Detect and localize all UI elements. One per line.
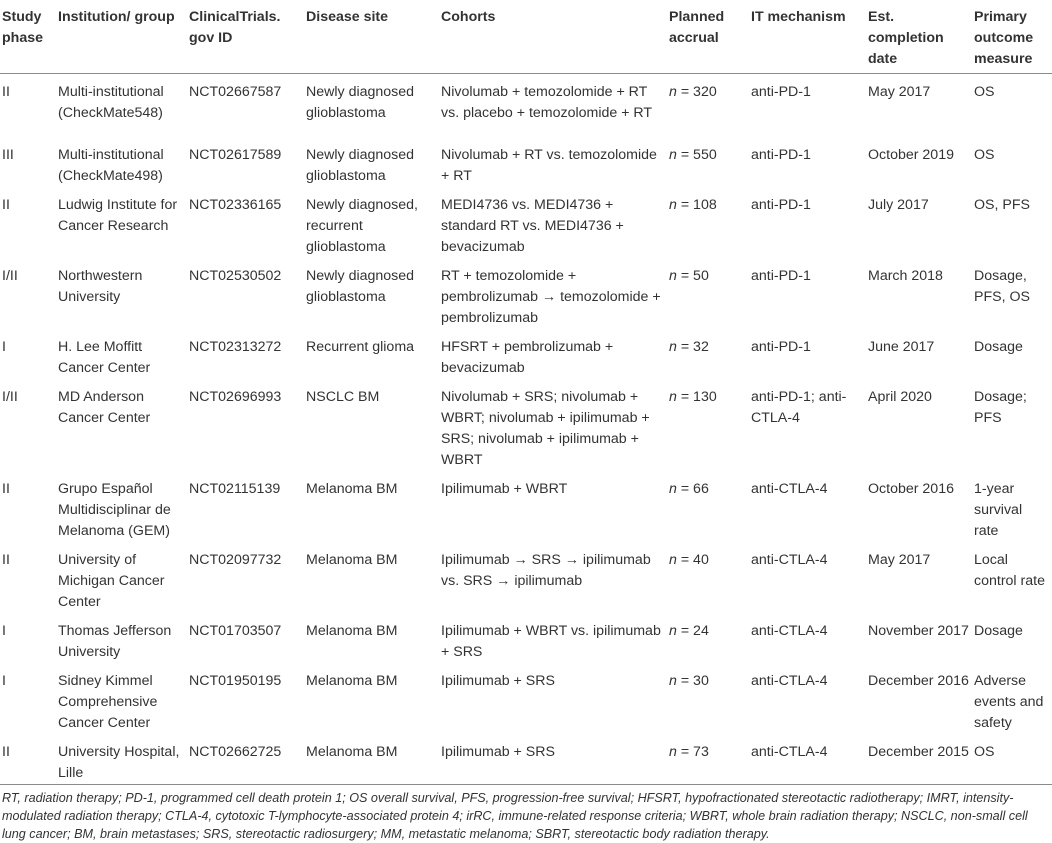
cell-disease-site: Melanoma BM	[306, 480, 398, 497]
cell-planned-accrual	[669, 663, 751, 734]
cell-it-mechanism: anti-PD-1	[751, 338, 811, 355]
cell-completion-date: October 2019	[868, 146, 954, 163]
table-row	[0, 258, 1052, 329]
cell-completion-date: March 2018	[868, 267, 943, 284]
cell-institution: Sidney Kimmel Comprehensive Cancer Center	[58, 672, 158, 731]
cell-institution: H. Lee Moffitt Cancer Center	[58, 338, 151, 376]
cell-planned-accrual	[669, 74, 751, 137]
accrual-value: = 50	[676, 267, 709, 284]
cell-it-mechanism: anti-CTLA-4	[751, 480, 828, 497]
cell-institution: MD Anderson Cancer Center	[58, 388, 151, 426]
header-study-phase: Study phase	[2, 9, 44, 46]
header-cohorts: Cohorts	[441, 9, 496, 25]
accrual-value: = 32	[676, 338, 709, 355]
cell-disease-site: Newly diagnosed glioblastoma	[306, 267, 415, 305]
cell-it-mechanism: anti-CTLA-4	[751, 622, 828, 639]
cell-study-phase: II	[2, 551, 10, 568]
cell-it-mechanism: anti-CTLA-4	[751, 551, 828, 568]
cell-disease-site: NSCLC BM	[306, 388, 380, 405]
cell-disease-site: Melanoma BM	[306, 551, 398, 568]
accrual-n-label: n	[669, 672, 677, 689]
cell-completion-date: May 2017	[868, 551, 931, 568]
cell-cohorts: Nivolumab + SRS; nivolumab + WBRT; nivolumab + ipilimumab + SRS; nivolumab + ipilimumab + WBRT	[441, 388, 650, 468]
cell-disease-site: Melanoma BM	[306, 622, 398, 639]
table-row	[0, 734, 1052, 785]
cell-disease-site: Newly diagnosed, recurrent glioblastoma	[306, 196, 418, 255]
cell-disease-site: Melanoma BM	[306, 743, 398, 760]
cell-cohorts: Ipilimumab + WBRT vs. ipilimumab + SRS	[441, 622, 661, 660]
cell-institution: University Hospital, Lille	[58, 743, 180, 781]
cell-planned-accrual	[669, 542, 751, 613]
cell-trial-id: NCT01703507	[189, 622, 282, 639]
header-primary-outcome: Primary outcome measure	[974, 9, 1034, 67]
cell-it-mechanism: anti-PD-1	[751, 84, 811, 100]
cell-planned-accrual	[669, 613, 751, 663]
cell-completion-date: November 2017	[868, 622, 969, 639]
cell-planned-accrual	[669, 329, 751, 379]
cell-primary-outcome: OS	[974, 84, 995, 100]
cell-cohorts: Ipilimumab + WBRT	[441, 480, 568, 497]
cell-trial-id: NCT02662725	[189, 743, 282, 760]
cell-completion-date: October 2016	[868, 480, 954, 497]
accrual-n-label: n	[669, 551, 677, 568]
cell-study-phase: I	[2, 622, 6, 639]
accrual-value: = 73	[676, 743, 709, 760]
cell-institution: Northwestern University	[58, 267, 143, 305]
cell-trial-id: NCT02530502	[189, 267, 282, 284]
table-row	[0, 74, 1052, 137]
accrual-value: = 66	[676, 480, 709, 497]
cell-it-mechanism: anti-PD-1	[751, 146, 811, 163]
cell-planned-accrual	[669, 137, 751, 187]
cell-trial-id: NCT01950195	[189, 672, 282, 689]
cell-cohorts: Nivolumab + temozolomide + RT vs. placebo + temozolomide + RT	[441, 84, 653, 121]
cell-cohorts: MEDI4736 vs. MEDI4736 + standard RT vs. MEDI4736 + bevacizumab	[441, 196, 624, 255]
table-row	[0, 379, 1052, 471]
cell-primary-outcome: Adverse events and safety	[974, 672, 1044, 731]
accrual-value: = 40	[676, 551, 709, 568]
cell-cohorts: Nivolumab + RT vs. temozolomide + RT	[441, 146, 657, 184]
cell-primary-outcome: Dosage	[974, 338, 1023, 355]
accrual-n-label: n	[669, 743, 677, 760]
cell-study-phase: II	[2, 743, 10, 760]
cell-completion-date: July 2017	[868, 196, 929, 213]
accrual-n-label: n	[669, 622, 677, 639]
cell-it-mechanism: anti-PD-1	[751, 267, 811, 284]
accrual-value: = 108	[676, 196, 717, 213]
table-row	[0, 663, 1052, 734]
cell-completion-date: June 2017	[868, 338, 935, 355]
cell-cohorts: Ipilimumab + SRS	[441, 672, 555, 689]
cell-completion-date: December 2016	[868, 672, 969, 689]
cell-disease-site: Melanoma BM	[306, 672, 398, 689]
cell-study-phase: II	[2, 196, 10, 213]
cell-planned-accrual	[669, 258, 751, 329]
cell-it-mechanism: anti-PD-1; anti-CTLA-4	[751, 388, 847, 426]
cell-institution: University of Michigan Cancer Center	[58, 551, 165, 610]
cell-primary-outcome: Dosage, PFS, OS	[974, 267, 1030, 305]
cell-planned-accrual	[669, 187, 751, 258]
accrual-n-label: n	[669, 196, 677, 213]
table-row	[0, 329, 1052, 379]
cell-trial-id: NCT02617589	[189, 146, 282, 163]
accrual-n-label: n	[669, 84, 677, 100]
cell-cohorts: RT + temozolomide + pembrolizumab → temozolomide + pembrolizumab	[441, 267, 661, 326]
cell-trial-id: NCT02696993	[189, 388, 282, 405]
cell-completion-date: April 2020	[868, 388, 932, 405]
accrual-n-label: n	[669, 267, 677, 284]
header-it-mechanism: IT mechanism	[751, 9, 846, 25]
accrual-value: = 550	[676, 146, 717, 163]
cell-institution: Thomas Jefferson University	[58, 622, 172, 660]
cell-institution: Multi-institutional (CheckMate548)	[58, 84, 164, 121]
accrual-value: = 320	[676, 84, 717, 100]
header-institution: Institution/ group	[58, 9, 175, 25]
cell-primary-outcome: Dosage; PFS	[974, 388, 1027, 426]
cell-primary-outcome: OS	[974, 146, 995, 163]
cell-it-mechanism: anti-PD-1	[751, 196, 811, 213]
cell-planned-accrual	[669, 379, 751, 471]
cell-trial-id: NCT02313272	[189, 338, 282, 355]
cell-study-phase: I/II	[2, 388, 18, 405]
cell-disease-site: Newly diagnosed glioblastoma	[306, 146, 415, 184]
accrual-n-label: n	[669, 480, 677, 497]
cell-trial-id: NCT02097732	[189, 551, 282, 568]
cell-primary-outcome: 1-year survival rate	[974, 480, 1023, 539]
table-row	[0, 613, 1052, 663]
cell-planned-accrual	[669, 471, 751, 542]
cell-study-phase: III	[2, 146, 14, 163]
table-header-row	[0, 0, 1052, 74]
header-completion-date: Est. completion date	[868, 9, 944, 67]
table-row	[0, 542, 1052, 613]
cell-institution: Multi-institutional (CheckMate498)	[58, 146, 164, 184]
table-footnote: RT, radiation therapy; PD-1, programmed cell death protein 1; OS overall survival, PFS, progression-free survival; HFSRT, hypofractionated stereotactic radiotherapy; IMRT, intensity-modulated radiation therapy; CTLA-4, cytotoxic T-lymphocyte-associated protein 4; irRC, immune-related response criteria; WBRT, whole brain radiation therapy; NSCLC, non-small cell lung cancer; BM, brain metastases; SRS, stereotactic radiosurgery; MM, metastatic melanoma; SBRT, stereotactic body radiation therapy.	[2, 790, 1028, 841]
cell-study-phase: I	[2, 672, 6, 689]
accrual-n-label: n	[669, 388, 677, 405]
cell-study-phase: I	[2, 338, 6, 355]
table-row	[0, 137, 1052, 187]
cell-trial-id: NCT02336165	[189, 196, 282, 213]
cell-institution: Grupo Español Multidisciplinar de Melanoma (GEM)	[58, 480, 171, 539]
cell-it-mechanism: anti-CTLA-4	[751, 743, 828, 760]
cell-it-mechanism: anti-CTLA-4	[751, 672, 828, 689]
table-body	[0, 74, 1052, 785]
accrual-n-label: n	[669, 338, 677, 355]
cell-cohorts: Ipilimumab → SRS → ipilimumab vs. SRS → ipilimumab	[441, 551, 651, 589]
cell-disease-site: Recurrent glioma	[306, 338, 415, 355]
accrual-value: = 130	[676, 388, 717, 405]
cell-cohorts: Ipilimumab + SRS	[441, 743, 555, 760]
cell-primary-outcome: OS	[974, 743, 995, 760]
header-disease-site: Disease site	[306, 9, 389, 25]
cell-study-phase: II	[2, 480, 10, 497]
cell-study-phase: I/II	[2, 267, 18, 284]
cell-institution: Ludwig Institute for Cancer Research	[58, 196, 178, 234]
cell-primary-outcome: Dosage	[974, 622, 1023, 639]
accrual-n-label: n	[669, 146, 677, 163]
table-row	[0, 471, 1052, 542]
cell-study-phase: II	[2, 84, 10, 100]
cell-planned-accrual	[669, 734, 751, 785]
table-row	[0, 187, 1052, 258]
cell-completion-date: December 2015	[868, 743, 969, 760]
accrual-value: = 24	[676, 622, 709, 639]
accrual-value: = 30	[676, 672, 709, 689]
cell-cohorts: HFSRT + pembrolizumab + bevacizumab	[441, 338, 614, 376]
cell-trial-id: NCT02115139	[189, 480, 281, 497]
cell-primary-outcome: Local control rate	[974, 551, 1045, 589]
header-planned-accrual: Planned accrual	[669, 9, 725, 46]
cell-trial-id: NCT02667587	[189, 84, 282, 100]
header-clinicaltrials-id: ClinicalTrials. gov ID	[189, 9, 281, 46]
cell-completion-date: May 2017	[868, 84, 931, 100]
cell-disease-site: Newly diagnosed glioblastoma	[306, 84, 415, 121]
cell-primary-outcome: OS, PFS	[974, 196, 1030, 213]
